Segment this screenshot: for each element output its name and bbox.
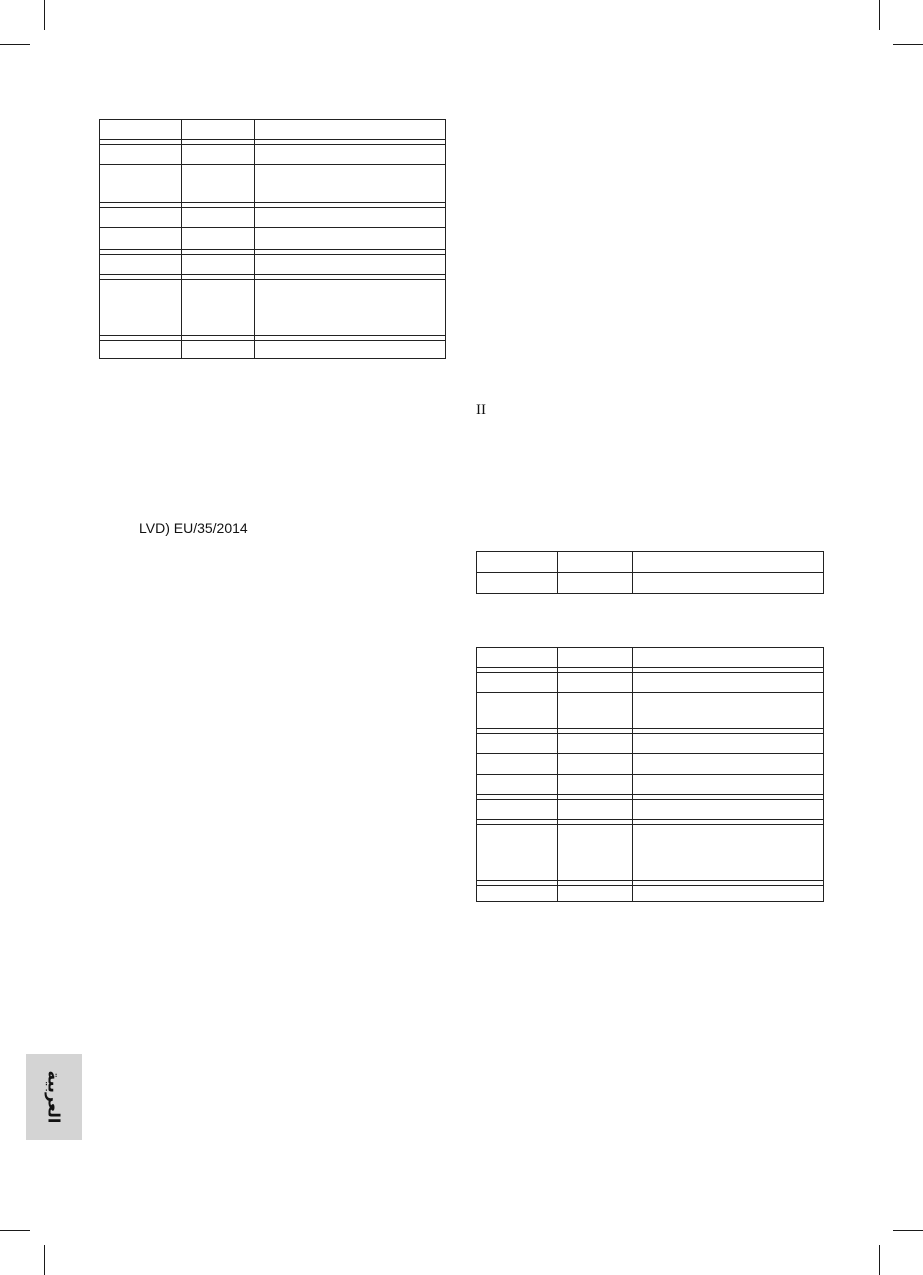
crop-mark (44, 1245, 45, 1275)
language-tab (26, 1054, 82, 1140)
table-row (100, 280, 446, 336)
table-row (100, 255, 446, 275)
spec-table-right (476, 647, 824, 902)
crop-mark (0, 1230, 30, 1231)
crop-mark (879, 1245, 880, 1275)
table-row (477, 825, 824, 881)
spec-table-left (99, 119, 446, 359)
table-row (100, 208, 446, 228)
table-row (100, 341, 446, 359)
table-row (100, 120, 446, 140)
directive-text: LVD) EU/35/2014 (139, 520, 248, 536)
table-row (100, 228, 446, 250)
table-row (477, 734, 824, 754)
table-row (477, 552, 824, 573)
crop-mark (893, 1230, 923, 1231)
table-row (477, 648, 824, 668)
crop-mark (893, 44, 923, 45)
crop-mark (44, 0, 45, 30)
section-marker: II (476, 402, 486, 418)
table-row (477, 693, 824, 729)
table-row (100, 165, 446, 203)
table-row (477, 800, 824, 820)
table-row (477, 775, 824, 795)
table-row (477, 573, 824, 594)
small-table-right (476, 551, 824, 594)
table-row (100, 145, 446, 165)
table-row (477, 754, 824, 775)
crop-mark (879, 0, 880, 30)
table-row (477, 886, 824, 902)
language-tab-label: العربية (44, 1070, 64, 1124)
table-row (477, 673, 824, 693)
crop-mark (0, 44, 30, 45)
